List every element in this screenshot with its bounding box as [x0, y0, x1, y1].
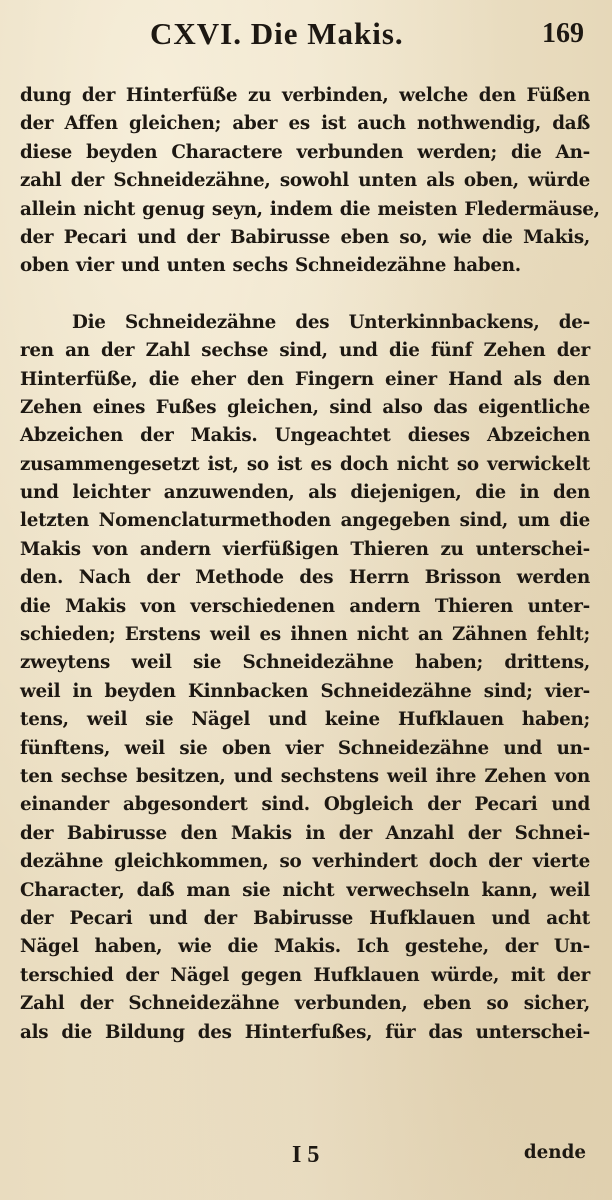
text-line: tens, weil sie Nägel und keine Hufklauen haben;	[20, 709, 590, 731]
text-line: Die Schneidezähne des Unterkinnbackens, de-	[72, 311, 590, 333]
text-line: terschied der Nägel gegen Hufklauen würde, mit der	[20, 964, 590, 986]
text-line: einander abgesondert sind. Obgleich der Pecari und	[20, 794, 590, 816]
text-line: der Affen gleichen; aber es ist auch nothwendig, daß	[20, 113, 590, 135]
chapter-title: CXVI. Die Makis.	[150, 16, 404, 51]
text-line: der Pecari und der Babirusse Hufklauen und acht	[20, 907, 590, 929]
paragraph-2	[20, 309, 590, 1047]
text-line: letzten Nomenclaturmethoden angegeben sind, um die	[20, 510, 590, 532]
text-line: zweytens weil sie Schneidezähne haben; drittens,	[20, 652, 590, 674]
text-line: schieden; Erstens weil es ihnen nicht an Zähnen fehlt;	[20, 624, 590, 646]
text-line: zahl der Schneidezähne, sowohl unten als oben, würde	[20, 170, 590, 192]
text-line: Zehen eines Fußes gleichen, sind also das eigentliche	[20, 396, 590, 418]
text-line: als die Bildung des Hinterfußes, für das unterschei-	[20, 1021, 590, 1043]
body-text	[20, 82, 600, 1047]
text-line: Makis von andern vierfüßigen Thieren zu unterschei-	[20, 538, 590, 560]
text-line: Character, daß man sie nicht verwechseln kann, weil	[20, 879, 590, 901]
catchword: dende	[523, 1142, 586, 1163]
text-line: Nägel haben, wie die Makis. Ich gestehe, der Un-	[20, 936, 590, 958]
text-line: der Babirusse den Makis in der Anzahl der Schnei-	[20, 822, 590, 844]
text-line: und leichter anzuwenden, als diejenigen, die in den	[20, 482, 590, 504]
text-line: die Makis von verschiedenen andern Thieren unter-	[20, 595, 590, 617]
signature-mark: I 5	[292, 1142, 320, 1168]
paragraph-1	[20, 82, 600, 281]
text-line: Hinterfüße, die eher den Fingern einer Hand als den	[20, 368, 590, 390]
text-line: ten sechse besitzen, und sechstens weil ihre Zehen von	[20, 765, 590, 787]
text-line: oben vier und unten sechs Schneidezähne haben.	[20, 255, 521, 277]
text-line: der Pecari und der Babirusse eben so, wie die Makis,	[20, 226, 590, 248]
page-footer	[0, 1142, 612, 1182]
text-line: zusammengesetzt ist, so ist es doch nicht so verwickelt	[20, 453, 590, 475]
text-line: allein nicht genug seyn, indem die meisten Fledermäuse,	[20, 198, 600, 220]
text-line: Zahl der Schneidezähne verbunden, eben so sicher,	[20, 993, 590, 1015]
page-number: 169	[542, 18, 584, 49]
text-line: diese beyden Charactere verbunden werden; die An-	[20, 141, 590, 163]
text-line: weil in beyden Kinnbacken Schneidezähne sind; vier-	[20, 680, 590, 702]
running-head	[0, 14, 612, 60]
text-line: den. Nach der Methode des Herrn Brisson werden	[20, 567, 590, 589]
text-line: ren an der Zahl sechse sind, und die fünf Zehen der	[20, 340, 590, 362]
text-line: Abzeichen der Makis. Ungeachtet dieses Abzeichen	[20, 425, 590, 447]
text-line: fünftens, weil sie oben vier Schneidezähne und un-	[20, 737, 590, 759]
text-line: dung der Hinterfüße zu verbinden, welche den Füßen	[20, 85, 590, 106]
text-line: dezähne gleichkommen, so verhindert doch der vierte	[20, 851, 590, 873]
